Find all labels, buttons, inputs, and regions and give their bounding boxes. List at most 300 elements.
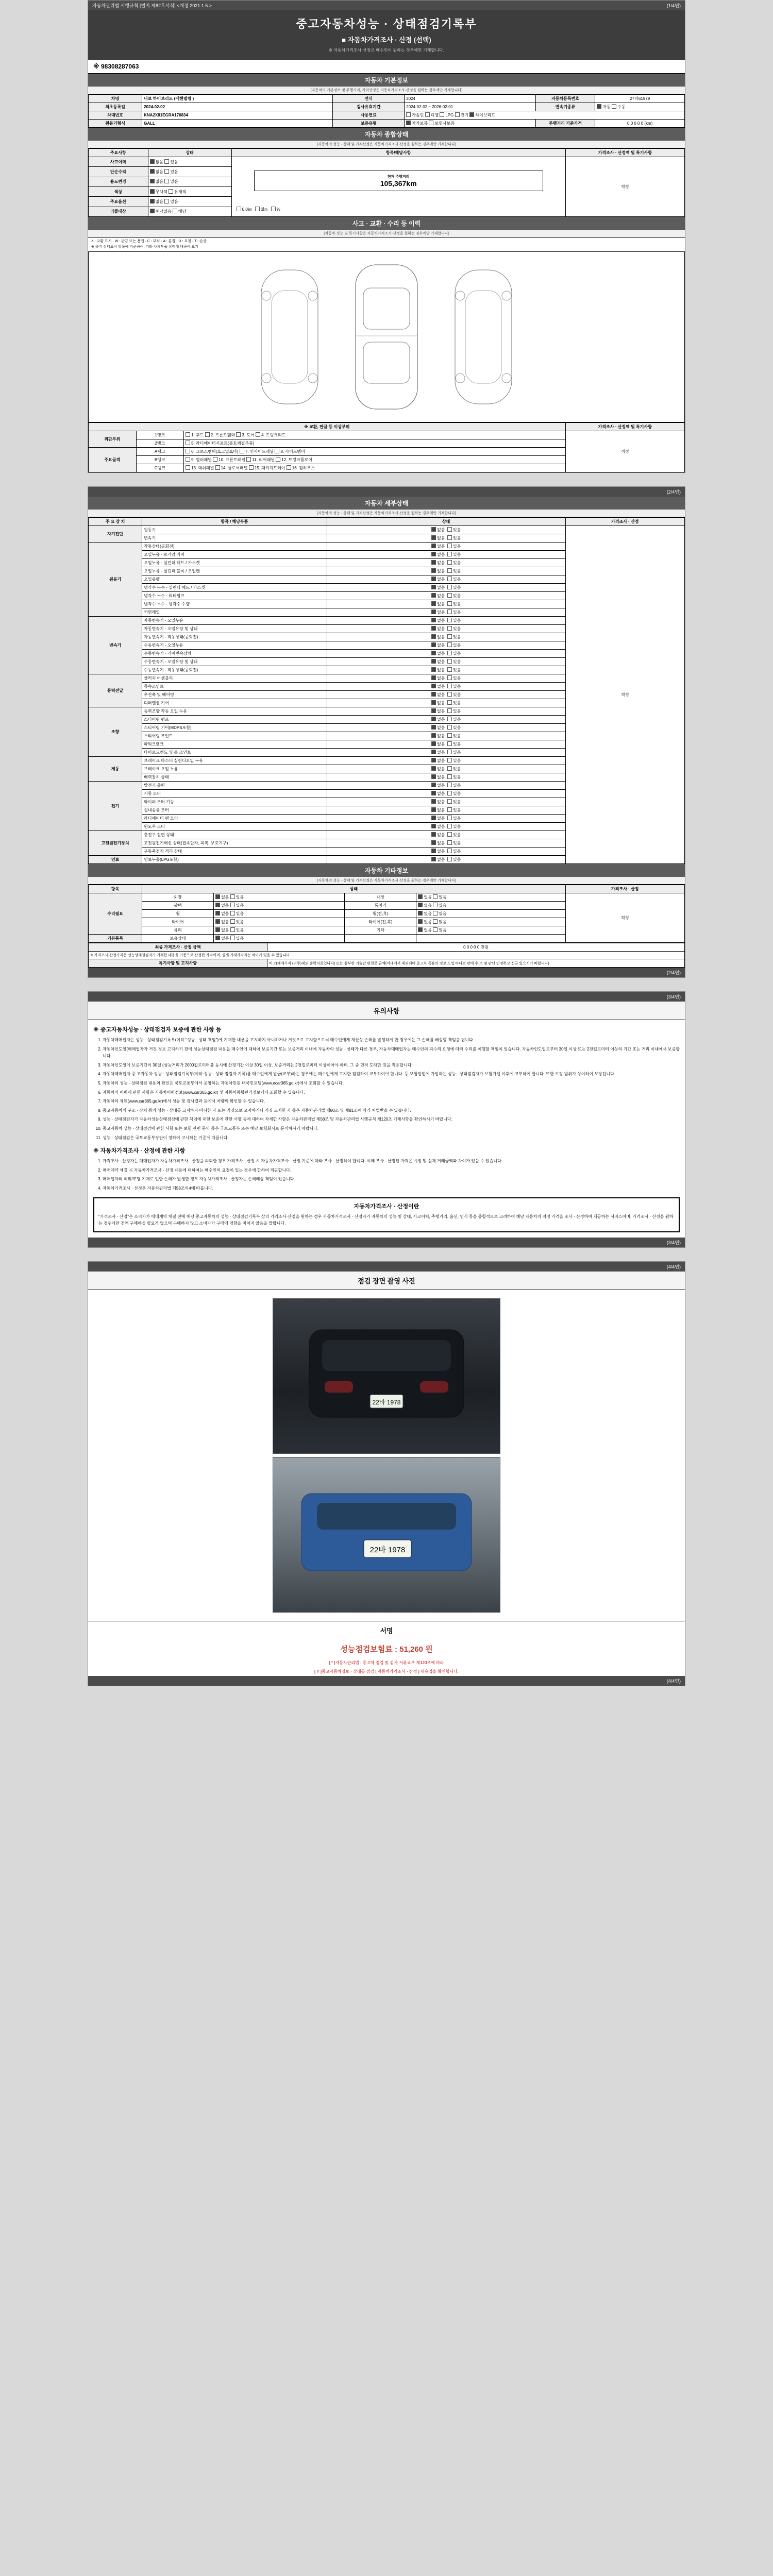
legend-3: A : 흠집 [163, 240, 176, 243]
detail-state[interactable]: 없음 있음 [327, 806, 565, 815]
checkbox-yes[interactable] [447, 832, 452, 837]
parts-rank-3: B랭크 [136, 456, 184, 464]
detail-item: 와이퍼 모터 기능 [142, 798, 327, 806]
checkbox-part-11[interactable] [246, 457, 251, 462]
checkbox-diesel[interactable] [425, 112, 430, 117]
detail-state[interactable]: 없음 있음 [327, 559, 565, 567]
overall-table [88, 148, 685, 217]
overall-extra-options[interactable]: 0.0㎞ 3㎞ % [233, 204, 564, 215]
fuel-options[interactable] [405, 111, 685, 120]
checkbox-none[interactable] [431, 601, 436, 606]
checkbox-yes[interactable] [447, 725, 452, 730]
detail-state[interactable]: 없음 있음 [327, 707, 565, 716]
checkbox-etc2-1-1[interactable] [433, 903, 438, 907]
detail-state[interactable]: 없음 있음 [327, 757, 565, 765]
mileage-value: 105,367km [380, 179, 417, 188]
checkbox-yes[interactable] [447, 708, 452, 713]
checkbox-part-1[interactable] [186, 432, 190, 437]
overall-h0: 주요사항 [89, 149, 148, 157]
etc-state[interactable]: 없음 있음 [213, 918, 345, 926]
checkbox-yes[interactable] [447, 741, 452, 746]
checkbox-none[interactable] [431, 783, 436, 787]
checkbox-none[interactable] [431, 766, 436, 771]
checkbox-none[interactable] [431, 527, 436, 532]
checkbox-none[interactable] [431, 609, 436, 614]
page-mark-2: (2/4면) [666, 489, 681, 495]
checkbox-etc-3-0[interactable] [215, 919, 220, 924]
checkbox-yes[interactable] [447, 601, 452, 606]
checkbox-yes[interactable] [447, 791, 452, 795]
checkbox-part-8[interactable] [275, 449, 279, 453]
checkbox-lpg[interactable] [440, 112, 444, 117]
overall-item-1: 단순수리 [89, 167, 148, 177]
basic-value2-1: 2024-02-02 ~ 2026-02-01 [405, 103, 536, 111]
checkbox-etc-4-0[interactable] [215, 927, 220, 932]
car-side-right-diagram [445, 260, 522, 414]
checkbox-yes[interactable] [447, 733, 452, 738]
parts-items-4[interactable] [184, 464, 566, 472]
detail-item: 스티어링 펌프 [142, 716, 327, 724]
detail-state[interactable]: 없음 있음 [327, 749, 565, 757]
checkbox-none[interactable] [431, 849, 436, 853]
checkbox-yes-2[interactable] [164, 179, 169, 183]
appraisal-definition-box [93, 1197, 680, 1232]
checkbox-yes[interactable] [447, 585, 452, 589]
checkbox-etc-0-1[interactable] [230, 894, 235, 899]
parts-items-1[interactable] [184, 439, 566, 448]
mileage-base-label: 주행거리 기준가격 [535, 120, 595, 128]
checkbox-none[interactable] [431, 585, 436, 589]
basic-label2-1: 검사유효기간 [333, 103, 405, 111]
checkbox-insurer-warranty[interactable] [429, 121, 433, 125]
checkbox-yes-0[interactable] [164, 159, 169, 164]
detail-state[interactable]: 없음 있음 [327, 600, 565, 608]
overall-state-2[interactable] [148, 177, 231, 187]
checkbox-yes[interactable] [447, 783, 452, 787]
checkbox-etc-4-1[interactable] [230, 927, 235, 932]
detail-state[interactable]: 없음 있음 [327, 575, 565, 584]
checkbox-none-1[interactable] [150, 169, 155, 174]
detail-state[interactable]: 없음 있음 [327, 666, 565, 674]
checkbox-part-9[interactable] [186, 457, 190, 462]
basic-value-0: 니로 하이브리드 (에핸델링 ) [142, 95, 333, 103]
detail-state[interactable]: 없음 있음 [327, 658, 565, 666]
detail-item: 냉각수 누수 - 워터펌프 [142, 592, 327, 600]
box-title: 자동차가격조사 · 산정이란 [354, 1203, 419, 1210]
etc-state-2[interactable]: 없음 있음 [416, 893, 565, 902]
etc-state-2[interactable]: 없음 있음 [416, 902, 565, 910]
checkbox-none[interactable] [431, 700, 436, 705]
checkbox-none-0[interactable] [150, 159, 155, 164]
sheet-3 [88, 991, 685, 1248]
checkbox-yes[interactable] [447, 840, 452, 845]
detail-state[interactable]: 없음 있음 [327, 551, 565, 559]
checkbox-yes[interactable] [447, 544, 452, 548]
checkbox-yes[interactable] [447, 552, 452, 556]
accident-legend: X : 교환 표시 · W : 판금 또는 용접 · C : 부식 · A : 흠집 · U : 요철 · T : 손상 ※ 하기 상태표시 항목에 기준하여, 기타 차체부품 상태에 대하여 표기 [88, 238, 685, 251]
overall-state-3[interactable] [148, 187, 231, 196]
detail-state[interactable]: 없음 있음 [327, 691, 565, 699]
checkbox-none[interactable] [431, 708, 436, 713]
checkbox-manual[interactable] [612, 104, 616, 109]
checkbox-etc-5-0[interactable] [215, 936, 220, 940]
overall-h2: 항목/해당사항 [231, 149, 565, 157]
opt-gasoline: 가솔린 [412, 113, 424, 117]
checkbox-extra-1[interactable] [237, 207, 241, 211]
detail-state[interactable]: 없음 있음 [327, 641, 565, 650]
checkbox-etc2-0-1[interactable] [433, 894, 438, 899]
checkbox-yes[interactable] [447, 642, 452, 647]
detail-section-title: 자동차 세부상태 [88, 497, 685, 510]
checkbox-yes[interactable] [447, 684, 452, 688]
accident-right-header: 가격조사 · 산정액 및 특기사항 [565, 423, 684, 431]
detail-state[interactable]: 없음 있음 [327, 740, 565, 749]
sheet-2-bottombar: (2/4면) [88, 968, 685, 977]
checkbox-etc-1-1[interactable] [230, 903, 235, 907]
detail-state[interactable]: 없음 있음 [327, 633, 565, 641]
checkbox-etc2-0-0[interactable] [418, 894, 423, 899]
checkbox-part-10[interactable] [213, 457, 217, 462]
etc-section-sub: (자동차의 성능 · 상태 및 가격산정은 자동차가격조사·산정을 원하는 경우에만 기재합니다) [88, 877, 685, 885]
parts-items-0[interactable] [184, 431, 566, 439]
detail-h2: 상태 [327, 518, 565, 526]
basic-section-title: 자동차 기본정보 [88, 74, 685, 87]
checkbox-part-2[interactable] [205, 432, 210, 437]
checkbox-none-2[interactable] [150, 179, 155, 183]
mileage-caption: 현재 주행거리 [387, 175, 410, 179]
checkbox-yes[interactable] [447, 799, 452, 804]
etc-state[interactable]: 없음 있음 [213, 935, 345, 943]
detail-state[interactable]: 없음 있음 [327, 650, 565, 658]
checkbox-none-3[interactable] [150, 189, 155, 194]
checkbox-etc2-4-0[interactable] [418, 927, 423, 932]
checkbox-yes[interactable] [447, 774, 452, 779]
detail-state[interactable]: 없음 있음 [327, 782, 565, 790]
checkbox-yes[interactable] [447, 618, 452, 622]
detail-state[interactable]: 없음 있음 [327, 856, 565, 864]
checkbox-extra-2[interactable] [255, 207, 260, 211]
basic-value-1: 2024-02-02 [142, 103, 333, 111]
checkbox-self-warranty[interactable] [406, 121, 411, 125]
checkbox-etc2-2-0[interactable] [418, 911, 423, 916]
detail-item: 작동상태(공회전) [142, 543, 327, 551]
checkbox-gasoline[interactable] [406, 112, 411, 117]
checkbox-yes-4[interactable] [164, 199, 169, 204]
opt-yes-5: 해당 [178, 209, 187, 214]
etc-section-title: 자동차 기타정보 [88, 864, 685, 877]
parts-items-2[interactable] [184, 448, 566, 456]
checkbox-yes[interactable] [447, 609, 452, 614]
checkbox-none[interactable] [431, 659, 436, 664]
etc-state[interactable]: 없음 있음 [213, 926, 345, 935]
car-side-left-diagram [251, 260, 328, 414]
detail-item: 윈도우 모터 [142, 823, 327, 831]
etc-table [88, 885, 685, 943]
checkbox-none[interactable] [431, 618, 436, 622]
detail-item: 수동변속기 - 기어변속장치 [142, 650, 327, 658]
detail-state[interactable]: 없음 있음 [327, 831, 565, 839]
checkbox-none[interactable] [431, 568, 436, 573]
detail-item: 클러치 어셈블리 [142, 674, 327, 683]
checkbox-none[interactable] [431, 577, 436, 581]
checkbox-yes-3[interactable] [169, 189, 173, 194]
checkbox-none[interactable] [431, 774, 436, 779]
checkbox-yes[interactable] [447, 593, 452, 598]
opt-diesel: 디젤 [430, 113, 439, 117]
notice-sub-item: 2. 매매계약 체결 시 자동차가격조사 · 산정 내용에 대하여는 매수인의 요청이 있는 경우에 한하여 제공합니다. [103, 1167, 680, 1174]
detail-state[interactable]: 없음 있음 [327, 724, 565, 732]
checkbox-yes[interactable] [447, 560, 452, 565]
car-number-label: ※ [93, 63, 101, 70]
checkbox-yes[interactable] [447, 750, 452, 754]
checkbox-none[interactable] [431, 593, 436, 598]
checkbox-part-7[interactable] [240, 449, 244, 453]
checkbox-none[interactable] [431, 675, 436, 680]
seller-note-label: 특기사항 및 고지사항 [89, 959, 267, 968]
sheet-4-bottombar: (4/4면) [88, 1676, 685, 1686]
detail-state[interactable]: 없음 있음 [327, 823, 565, 831]
detail-state[interactable]: 없음 있음 [327, 815, 565, 823]
detail-state[interactable]: 없음 있음 [327, 790, 565, 798]
checkbox-none[interactable] [431, 857, 436, 861]
checkbox-yes[interactable] [447, 577, 452, 581]
etc-item-2: 내장 [345, 893, 416, 902]
basic-right-value: 27바61979 [595, 95, 685, 103]
detail-item: 브레이크 마스터 실린더오일 누유 [142, 757, 327, 765]
detail-state[interactable]: 없음 있음 [327, 716, 565, 724]
page-subnote: ※ 자동차가격조사·산정은 매수인이 원하는 경우에만 기재합니다. [329, 48, 444, 53]
checkbox-part-6[interactable] [186, 449, 190, 453]
part-9: 9. 필러패널 [191, 457, 212, 462]
checkbox-yes[interactable] [447, 816, 452, 820]
detail-group-3: 동력전달 [89, 674, 142, 707]
checkbox-none[interactable] [431, 552, 436, 556]
checkbox-yes[interactable] [447, 717, 452, 721]
checkbox-none-5[interactable] [150, 209, 155, 213]
overall-state-4[interactable] [148, 197, 231, 207]
detail-state[interactable]: 없음 있음 [327, 625, 565, 633]
overall-state-1[interactable] [148, 167, 231, 177]
checkbox-none[interactable] [431, 741, 436, 746]
checkbox-none[interactable] [431, 791, 436, 795]
transmission-options[interactable] [595, 103, 685, 111]
page-title: 중고자동차성능 · 상태점검기록부 [296, 18, 477, 30]
detail-state[interactable]: 없음 있음 [327, 674, 565, 683]
warranty-options[interactable] [405, 120, 536, 128]
checkbox-none[interactable] [431, 725, 436, 730]
checkbox-yes-1[interactable] [164, 169, 169, 174]
checkbox-yes[interactable] [447, 626, 452, 631]
checkbox-none[interactable] [431, 807, 436, 812]
detail-item: 구동축전지 격리 상태 [142, 848, 327, 856]
detail-item: 냉각수 누수 - 실린더 헤드 / 가스켓 [142, 584, 327, 592]
overall-item-4: 주요옵션 [89, 197, 148, 207]
checkbox-part-13[interactable] [186, 465, 190, 470]
checkbox-yes-5[interactable] [173, 209, 177, 213]
checkbox-none[interactable] [431, 535, 436, 540]
basic-right-label: 자동차등록번호 [535, 95, 595, 103]
part-16: 16. 휠하우스 [292, 466, 315, 470]
checkbox-ev[interactable] [455, 112, 460, 117]
checkbox-yes[interactable] [447, 634, 452, 639]
checkbox-part-16[interactable] [287, 465, 291, 470]
checkbox-yes[interactable] [447, 692, 452, 697]
basic-label-4: 원동기형식 [89, 120, 142, 128]
page-mark-3: (3/4면) [666, 994, 681, 999]
basic-info-table [88, 94, 685, 128]
detail-state[interactable]: 없음 있음 [327, 683, 565, 691]
vehicle-rear-plate-illustration [273, 1458, 500, 1612]
checkbox-yes[interactable] [447, 527, 452, 532]
etc-state-2[interactable] [416, 935, 565, 943]
detail-state[interactable]: 없음 있음 [327, 765, 565, 773]
page-mark-4: (4/4면) [666, 1264, 681, 1269]
checkbox-etc-3-1[interactable] [230, 919, 235, 924]
etc-state-2[interactable]: 없음 있음 [416, 910, 565, 918]
checkbox-none-4[interactable] [150, 199, 155, 204]
detail-state[interactable]: 없음 있음 [327, 526, 565, 534]
detail-item: 추진축 및 베어링 [142, 691, 327, 699]
part-10: 10. 프론트패널 [219, 457, 246, 462]
checkbox-none[interactable] [431, 667, 436, 672]
detail-state[interactable]: 없음 있음 [327, 839, 565, 848]
checkbox-yes[interactable] [447, 659, 452, 664]
overall-state-5[interactable] [148, 207, 231, 216]
checkbox-none[interactable] [431, 634, 436, 639]
checkbox-none[interactable] [431, 750, 436, 754]
table-row [89, 111, 685, 120]
notice-item: 11. 성능 · 상태점검은 국토교통부장관이 정하여 고시하는 기준에 따릅니다. [103, 1134, 680, 1142]
checkbox-none[interactable] [431, 642, 436, 647]
checkbox-part-5[interactable] [186, 440, 190, 445]
notice-sub-title: ※ 자동차가격조사 · 산정에 관한 사항 [93, 1148, 186, 1155]
etc-state-2[interactable]: 없음 있음 [416, 926, 565, 935]
detail-state[interactable]: 없음 있음 [327, 617, 565, 625]
detail-h1: 항목 / 해당부품 [142, 518, 327, 526]
table-row [89, 959, 685, 968]
etc-item: 휠 [142, 910, 214, 918]
table-row [89, 157, 685, 167]
table-header-row [89, 518, 685, 526]
checkbox-extra-3[interactable] [271, 207, 276, 211]
checkbox-part-12[interactable] [276, 457, 280, 462]
checkbox-yes[interactable] [447, 807, 452, 812]
plate-text-1: 22바 1978 [372, 1398, 401, 1406]
sheet-3-bottombar: (3/4면) [88, 1238, 685, 1247]
etc-state[interactable]: 없음 있음 [213, 902, 345, 910]
checkbox-etc2-4-1[interactable] [433, 927, 438, 932]
detail-state[interactable]: 없음 있음 [327, 567, 565, 575]
checkbox-part-4[interactable] [256, 432, 260, 437]
checkbox-yes[interactable] [447, 857, 452, 861]
checkbox-hybrid[interactable] [469, 112, 474, 117]
checkbox-etc-1-0[interactable] [215, 903, 220, 907]
detail-state[interactable]: 없음 있음 [327, 732, 565, 740]
etc-state[interactable]: 없음 있음 [213, 910, 345, 918]
checkbox-etc2-1-0[interactable] [418, 903, 423, 907]
checkbox-yes[interactable] [447, 568, 452, 573]
checkbox-yes[interactable] [447, 824, 452, 828]
checkbox-none[interactable] [431, 758, 436, 762]
checkbox-none[interactable] [431, 824, 436, 828]
checkbox-auto[interactable] [597, 104, 601, 109]
detail-state[interactable]: 없음 있음 [327, 534, 565, 543]
checkbox-etc2-2-1[interactable] [433, 911, 438, 916]
parts-rank-1: 2랭크 [136, 439, 184, 448]
parts-items-3[interactable] [184, 456, 566, 464]
checkbox-yes[interactable] [447, 849, 452, 853]
checkbox-yes[interactable] [447, 766, 452, 771]
etc-state[interactable]: 없음 있음 [213, 893, 345, 902]
checkbox-none[interactable] [431, 651, 436, 655]
legend-2: C : 부식 [147, 240, 160, 243]
detail-state[interactable]: 없음 있음 [327, 699, 565, 707]
plate-text-2: 22바 1978 [369, 1545, 406, 1554]
checkbox-none[interactable] [431, 684, 436, 688]
checkbox-etc-5-1[interactable] [230, 936, 235, 940]
checkbox-etc2-3-0[interactable] [418, 919, 423, 924]
checkbox-etc2-3-1[interactable] [433, 919, 438, 924]
checkbox-etc-2-1[interactable] [230, 911, 235, 916]
checkbox-yes[interactable] [447, 758, 452, 762]
checkbox-none[interactable] [431, 626, 436, 631]
checkbox-part-15[interactable] [249, 465, 254, 470]
detail-state[interactable]: 없음 있음 [327, 584, 565, 592]
checkbox-yes[interactable] [447, 651, 452, 655]
overall-state-0[interactable] [148, 157, 231, 167]
page-subtitle: ■ 자동차가격조사 · 산정 (선택) [342, 36, 431, 44]
opt-none-1: 없음 [155, 169, 164, 174]
etc-item: 유리 [142, 926, 214, 935]
checkbox-none[interactable] [431, 733, 436, 738]
detail-state[interactable]: 없음 있음 [327, 798, 565, 806]
detail-item: 실내송풍 모터 [142, 806, 327, 815]
checkbox-none[interactable] [431, 717, 436, 721]
checkbox-none[interactable] [431, 560, 436, 565]
detail-state[interactable]: 없음 있음 [327, 848, 565, 856]
checkbox-none[interactable] [431, 692, 436, 697]
detail-state[interactable]: 없음 있음 [327, 608, 565, 617]
basic-label-2: 차대번호 [89, 111, 142, 120]
checkbox-yes[interactable] [447, 675, 452, 680]
checkbox-none[interactable] [431, 832, 436, 837]
vehicle-photo-2 [273, 1457, 500, 1613]
checkbox-none[interactable] [431, 840, 436, 845]
checkbox-none[interactable] [431, 799, 436, 804]
checkbox-none[interactable] [431, 816, 436, 820]
etc-state-2[interactable]: 없음 있음 [416, 918, 565, 926]
checkbox-yes[interactable] [447, 535, 452, 540]
detail-state[interactable]: 없음 있음 [327, 773, 565, 782]
checkbox-etc-2-0[interactable] [215, 911, 220, 916]
checkbox-yes[interactable] [447, 700, 452, 705]
opt-hybrid: 하이브리드 [475, 113, 495, 117]
detail-state[interactable]: 없음 있음 [327, 592, 565, 600]
opt-self-warranty: 자가보증 [412, 121, 428, 126]
part-14: 14. 플로어패널 [221, 466, 248, 470]
checkbox-part-3[interactable] [236, 432, 241, 437]
checkbox-none[interactable] [431, 544, 436, 548]
photo-area [88, 1290, 685, 1621]
etc-item-2: 룸미러 [345, 902, 416, 910]
table-row [89, 431, 685, 439]
checkbox-etc-0-0[interactable] [215, 894, 220, 899]
detail-state[interactable]: 없음 있음 [327, 543, 565, 551]
opt-none-3: 무채색 [155, 189, 167, 194]
checkbox-yes[interactable] [447, 667, 452, 672]
checkbox-part-14[interactable] [215, 465, 220, 470]
fuel-label: 사용연료 [333, 111, 405, 120]
